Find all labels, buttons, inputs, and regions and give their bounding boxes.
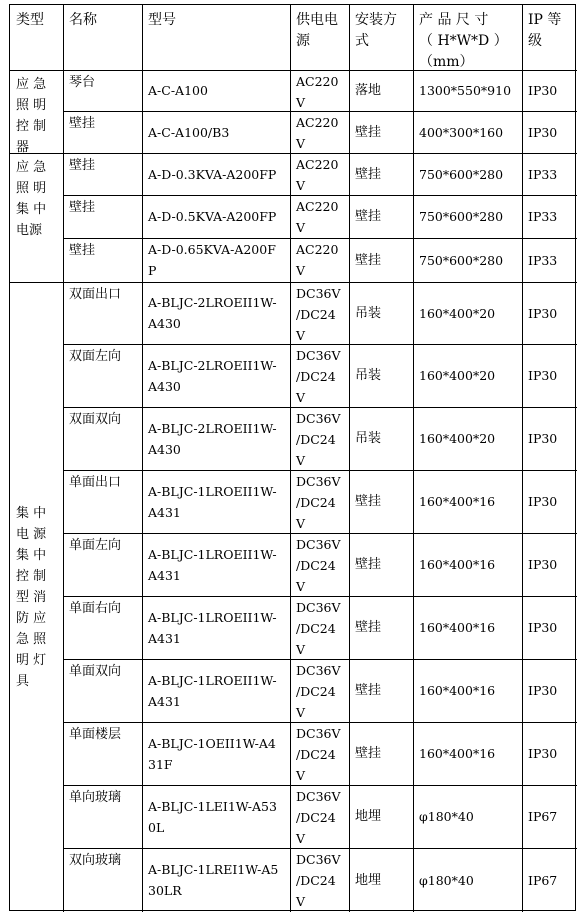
cell-power: AC220 [296, 74, 339, 89]
cell-size: 1300*550*910 [419, 83, 512, 98]
cell-power: DC36V [296, 726, 341, 741]
cell-install: 壁挂 [355, 252, 382, 268]
cell-model: A-BLJC-1LROEII1W- [148, 609, 277, 625]
cell-install: 壁挂 [355, 746, 382, 761]
cell-model: P [148, 263, 157, 278]
cell-power: DC36V [296, 411, 341, 426]
cell-size: 160*400*20 [419, 368, 496, 383]
cell-name: 双面双向 [69, 412, 122, 427]
cell-model: A-BLJC-1LEI1W-A53 [148, 798, 277, 814]
cell-power: DC36V [296, 852, 341, 867]
group-label: 明 灯 [16, 652, 47, 668]
cell-size: φ180*40 [419, 872, 474, 888]
cell-install: 壁挂 [355, 209, 382, 224]
cell-power: /DC24 [296, 873, 336, 888]
cell-size: 160*400*20 [419, 431, 496, 446]
cell-ip: IP67 [528, 809, 558, 824]
product-spec-table [9, 4, 576, 911]
group-label: 器 [16, 140, 30, 155]
group-label: 照 明 [16, 98, 47, 113]
cell-model: A-C-A100 [148, 83, 208, 98]
header-install: 安装方 [355, 12, 397, 28]
row-divider [10, 153, 577, 154]
group-label: 防 应 [16, 610, 47, 626]
cell-power: V [296, 642, 306, 657]
cell-name: 单面楼层 [69, 727, 122, 742]
group-label: 应 急 [16, 77, 47, 92]
cell-power: AC220 [296, 242, 339, 257]
cell-name: 单向玻璃 [69, 790, 122, 805]
cell-size: 160*400*16 [419, 494, 496, 509]
cell-power: V [296, 136, 306, 151]
cell-power: DC36V [296, 348, 341, 363]
column-divider [63, 5, 64, 912]
group-label: 具 [16, 673, 30, 689]
cell-name: 壁挂 [69, 243, 96, 258]
cell-power: /DC24 [296, 307, 336, 322]
cell-model: 31F [148, 756, 173, 772]
cell-power: V [296, 390, 306, 405]
cell-ip: IP30 [528, 746, 558, 761]
header-install: 式 [355, 33, 369, 49]
cell-power: DC36V [296, 663, 341, 678]
group-label: 集 中 [16, 547, 47, 563]
cell-power: V [296, 453, 306, 468]
cell-size: 160*400*16 [419, 620, 496, 635]
group-label: 电 源 [16, 526, 47, 542]
row-divider [10, 282, 577, 283]
cell-power: V [296, 831, 306, 846]
cell-power: V [296, 894, 306, 909]
header-ip: IP 等 [528, 12, 562, 28]
cell-power: /DC24 [296, 432, 336, 447]
cell-name: 双向玻璃 [69, 853, 122, 868]
group-label: 应 急 [16, 160, 47, 175]
cell-model: A431 [148, 567, 181, 583]
row-divider [10, 70, 577, 71]
cell-power: DC36V [296, 474, 341, 489]
cell-size: 160*400*20 [419, 305, 496, 321]
cell-power: V [296, 768, 306, 783]
header-power: 供电电 [296, 12, 338, 28]
group-label: 控 制 [16, 568, 47, 584]
cell-power: AC220 [296, 199, 339, 214]
cell-model: 0L [148, 819, 165, 835]
cell-power: V [296, 220, 306, 235]
cell-ip: IP33 [528, 252, 558, 268]
cell-model: A431 [148, 693, 181, 709]
group-label: 型 消 [16, 589, 47, 605]
cell-model: A430 [148, 316, 181, 331]
cell-model: A-D-0.5KVA-A200FP [148, 209, 277, 224]
cell-install: 壁挂 [355, 620, 382, 635]
group-label: 电源 [16, 223, 43, 238]
cell-name: 壁挂 [69, 200, 96, 215]
cell-model: A-BLJC-2LROEII1W- [148, 420, 277, 436]
cell-power: AC220 [296, 115, 339, 130]
cell-ip: IP33 [528, 209, 558, 224]
cell-size: 750*600*280 [419, 166, 504, 182]
cell-size: 160*400*16 [419, 557, 496, 572]
cell-power: /DC24 [296, 558, 336, 573]
header-size: （ H*W*D ） [419, 33, 508, 49]
cell-model: A-BLJC-1OEII1W-A4 [148, 735, 276, 751]
cell-model: A-BLJC-1LROEII1W- [148, 546, 277, 562]
header-name: 名称 [69, 12, 97, 28]
cell-power: V [296, 579, 306, 594]
cell-power: V [296, 178, 306, 193]
cell-power: /DC24 [296, 369, 336, 384]
header-ip: 级 [528, 33, 542, 49]
header-model: 型号 [148, 12, 176, 28]
cell-install: 壁挂 [355, 494, 382, 509]
cell-ip: IP30 [528, 124, 558, 140]
cell-model: A-BLJC-2LROEII1W- [148, 295, 277, 310]
cell-name: 单面左向 [69, 538, 122, 553]
column-divider [142, 5, 143, 912]
cell-ip: IP30 [528, 83, 558, 98]
column-divider [349, 5, 350, 912]
header-size: （mm） [419, 54, 474, 70]
cell-power: /DC24 [296, 810, 336, 825]
cell-model: A-BLJC-2LROEII1W- [148, 357, 277, 373]
cell-power: /DC24 [296, 684, 336, 699]
cell-power: /DC24 [296, 495, 336, 510]
cell-install: 吊装 [355, 305, 382, 321]
cell-power: V [296, 95, 306, 110]
cell-name: 单面右向 [69, 601, 122, 616]
header-type: 类型 [16, 12, 44, 28]
cell-name: 壁挂 [69, 158, 96, 173]
cell-name: 双面出口 [69, 287, 122, 302]
cell-power: V [296, 516, 306, 531]
cell-model: A-C-A100/B3 [148, 124, 230, 140]
column-divider [290, 5, 291, 912]
group-label: 控 制 [16, 119, 47, 134]
cell-model: A431 [148, 630, 181, 646]
cell-name: 单面出口 [69, 475, 122, 490]
cell-ip: IP30 [528, 683, 558, 698]
cell-model: A-BLJC-1LREI1W-A5 [148, 862, 279, 877]
cell-model: A430 [148, 441, 181, 457]
cell-model: A-BLJC-1LROEII1W- [148, 672, 277, 688]
cell-install: 壁挂 [355, 124, 382, 140]
cell-ip: IP33 [528, 166, 558, 182]
cell-install: 壁挂 [355, 557, 382, 572]
cell-ip: IP30 [528, 368, 558, 383]
cell-power: /DC24 [296, 621, 336, 636]
cell-model: A-BLJC-1LROEII1W- [148, 483, 277, 499]
cell-power: AC220 [296, 157, 339, 172]
cell-ip: IP30 [528, 620, 558, 635]
cell-ip: IP30 [528, 305, 558, 321]
group-label: 照 明 [16, 181, 47, 196]
cell-model: A-D-0.65KVA-A200F [148, 242, 276, 257]
cell-power: DC36V [296, 286, 341, 301]
column-divider [522, 5, 523, 912]
cell-power: DC36V [296, 600, 341, 615]
cell-size: 160*400*16 [419, 746, 496, 761]
cell-power: V [296, 328, 306, 343]
cell-model: A430 [148, 378, 181, 394]
cell-power: /DC24 [296, 747, 336, 762]
cell-power: DC36V [296, 537, 341, 552]
cell-install: 落地 [355, 83, 382, 98]
group-label: 急 照 [16, 631, 47, 647]
cell-name: 单面双向 [69, 664, 122, 679]
cell-install: 壁挂 [355, 166, 382, 182]
cell-name: 双面左向 [69, 349, 122, 364]
cell-ip: IP30 [528, 557, 558, 572]
cell-ip: IP30 [528, 431, 558, 446]
cell-install: 地埋 [355, 872, 382, 888]
cell-size: 750*600*280 [419, 209, 504, 224]
cell-model: 30LR [148, 883, 182, 898]
cell-size: φ180*40 [419, 809, 474, 824]
cell-size: 400*300*160 [419, 124, 504, 140]
cell-size: 750*600*280 [419, 252, 504, 268]
cell-name: 壁挂 [69, 116, 96, 131]
cell-model: A431 [148, 504, 181, 520]
cell-power: V [296, 705, 306, 720]
header-power: 源 [296, 33, 310, 49]
cell-power: DC36V [296, 789, 341, 804]
group-label: 集 中 [16, 202, 47, 217]
cell-install: 地埋 [355, 809, 382, 824]
group-label: 集 中 [16, 505, 47, 521]
cell-install: 吊装 [355, 368, 382, 383]
cell-install: 吊装 [355, 431, 382, 446]
cell-model: A-D-0.3KVA-A200FP [148, 166, 277, 182]
cell-ip: IP67 [528, 872, 558, 888]
cell-size: 160*400*16 [419, 683, 496, 698]
cell-ip: IP30 [528, 494, 558, 509]
header-size: 产 品 尺 寸 [419, 12, 489, 28]
cell-name: 琴台 [69, 75, 96, 90]
cell-install: 壁挂 [355, 683, 382, 698]
cell-power: V [296, 263, 306, 278]
column-divider [413, 5, 414, 912]
